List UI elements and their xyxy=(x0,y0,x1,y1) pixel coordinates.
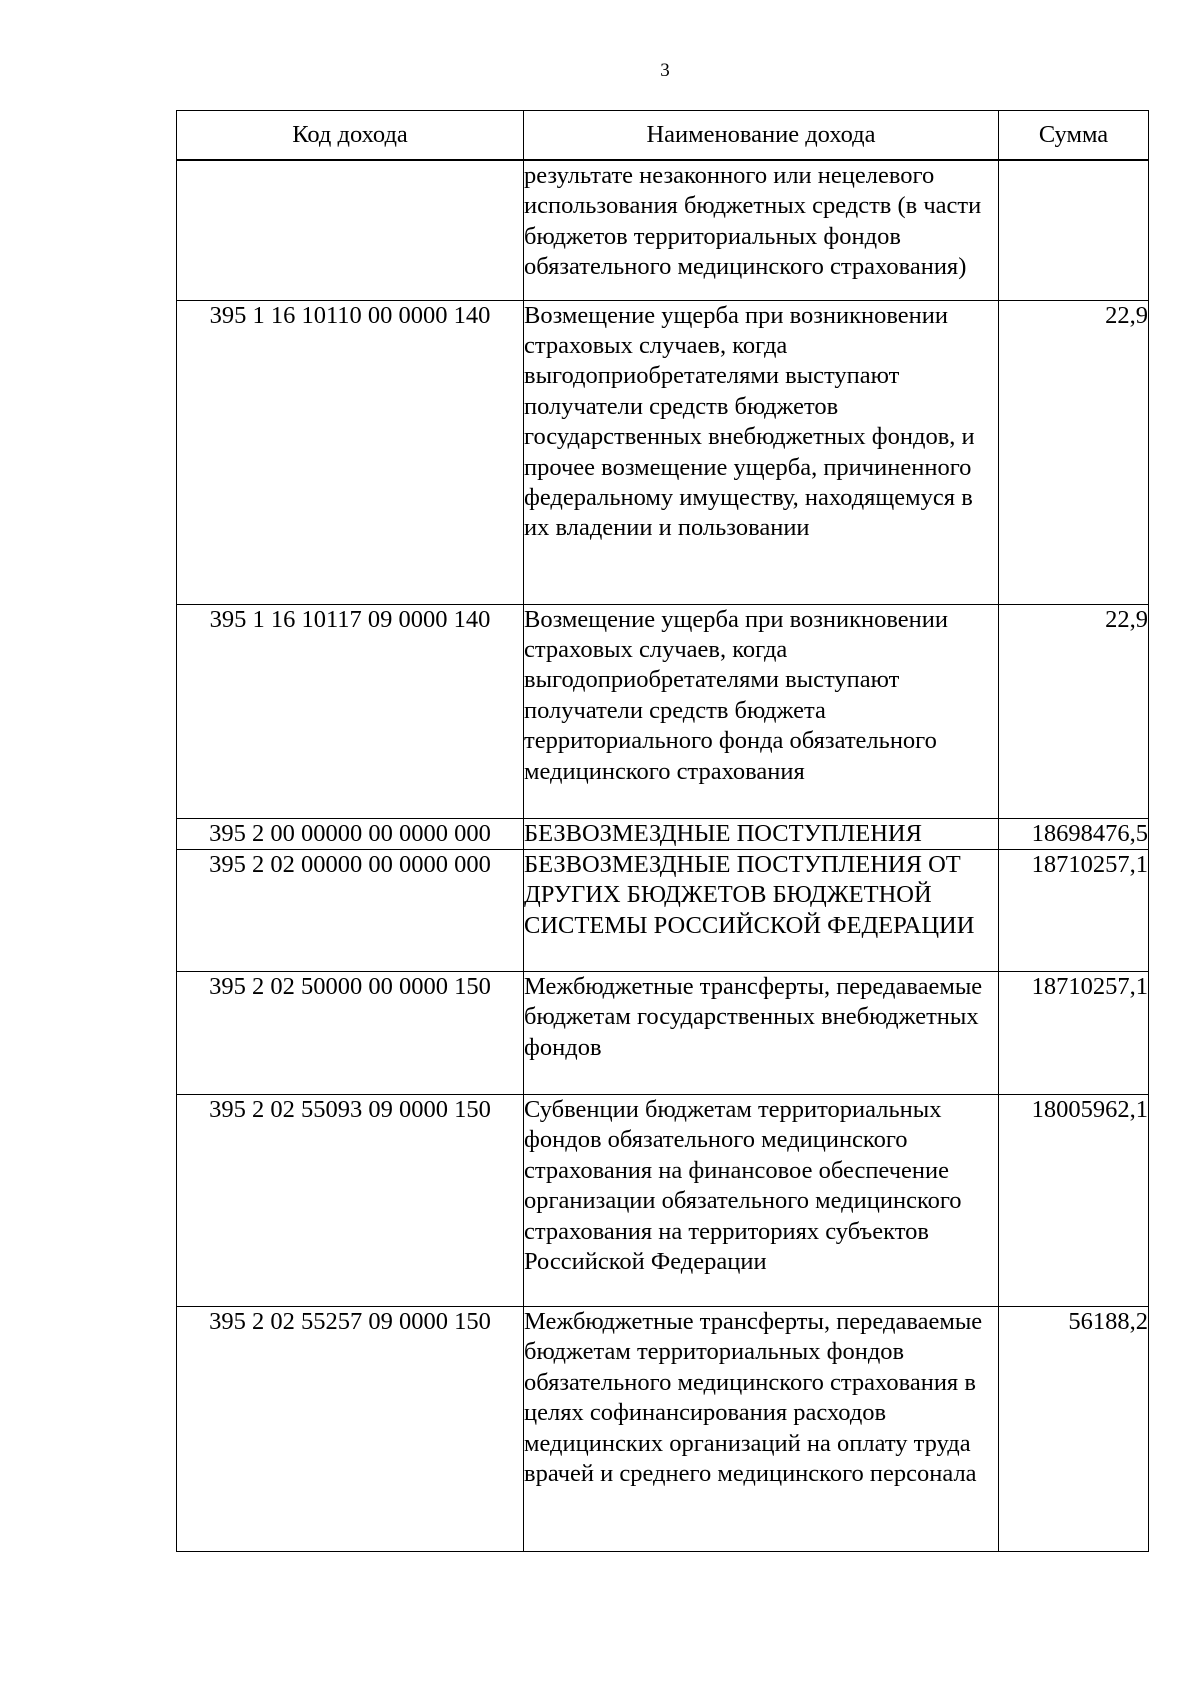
income-name: БЕЗВОЗМЕЗДНЫЕ ПОСТУПЛЕНИЯ ОТ ДРУГИХ БЮДЖЕТОВ БЮДЖЕТНОЙ СИСТЕМЫ РОССИЙСКОЙ ФЕДЕРАЦИИ xyxy=(524,849,999,971)
table-row xyxy=(177,604,1149,818)
income-name: Межбюджетные трансферты, передаваемые бюджетам государственных внебюджетных фондов xyxy=(524,971,999,1094)
table-row xyxy=(177,300,1149,604)
income-name: Субвенции бюджетам территориальных фондов обязательного медицинского страхования на финансовое обеспечение организации обязательного медицинского страхования на территориях субъектов Российской Федерации xyxy=(524,1094,999,1306)
income-code: 395 2 02 55093 09 0000 150 xyxy=(177,1094,524,1306)
table-row xyxy=(177,160,1149,300)
income-code: 395 1 16 10110 00 0000 140 xyxy=(177,300,524,604)
income-name: результате незаконного или нецелевого использования бюджетных средств (в части бюджетов территориальных фондов обязательного медицинского страхования) xyxy=(524,160,999,300)
income-sum xyxy=(999,160,1149,300)
table-row xyxy=(177,1306,1149,1551)
income-sum: 56188,2 xyxy=(999,1306,1149,1551)
income-code: 395 2 02 00000 00 0000 000 xyxy=(177,849,524,971)
income-code: 395 2 00 00000 00 0000 000 xyxy=(177,818,524,849)
income-code: 395 1 16 10117 09 0000 140 xyxy=(177,604,524,818)
income-sum: 22,9 xyxy=(999,300,1149,604)
header-sum: Сумма xyxy=(999,111,1149,161)
income-sum: 22,9 xyxy=(999,604,1149,818)
income-code: 395 2 02 55257 09 0000 150 xyxy=(177,1306,524,1551)
income-sum: 18005962,1 xyxy=(999,1094,1149,1306)
table-header-row xyxy=(177,111,1149,161)
page-number: 3 xyxy=(660,60,670,81)
income-name: Возмещение ущерба при возникновении страховых случаев, когда выгодоприобретателями выступают получатели средств бюджетов государственных внебюджетных фондов, и прочее возмещение ущерба, причиненного федеральному имуществу, находящемуся в их владении и пользовании xyxy=(524,300,999,604)
income-sum: 18710257,1 xyxy=(999,849,1149,971)
table-row xyxy=(177,1094,1149,1306)
income-name: Межбюджетные трансферты, передаваемые бюджетам территориальных фондов обязательного медицинского страхования в целях софинансирования расходов медицинских организаций на оплату труда врачей и среднего медицинского персонала xyxy=(524,1306,999,1551)
header-code: Код дохода xyxy=(177,111,524,161)
income-name: Возмещение ущерба при возникновении страховых случаев, когда выгодоприобретателями выступают получатели средств бюджета территориального фонда обязательного медицинского страхования xyxy=(524,604,999,818)
income-sum: 18698476,5 xyxy=(999,818,1149,849)
table-row xyxy=(177,818,1149,849)
income-sum: 18710257,1 xyxy=(999,971,1149,1094)
table-row xyxy=(177,849,1149,971)
income-code: 395 2 02 50000 00 0000 150 xyxy=(177,971,524,1094)
income-name: БЕЗВОЗМЕЗДНЫЕ ПОСТУПЛЕНИЯ xyxy=(524,818,999,849)
income-code xyxy=(177,160,524,300)
income-table xyxy=(176,110,1149,1552)
table-row xyxy=(177,971,1149,1094)
header-name: Наименование дохода xyxy=(524,111,999,161)
